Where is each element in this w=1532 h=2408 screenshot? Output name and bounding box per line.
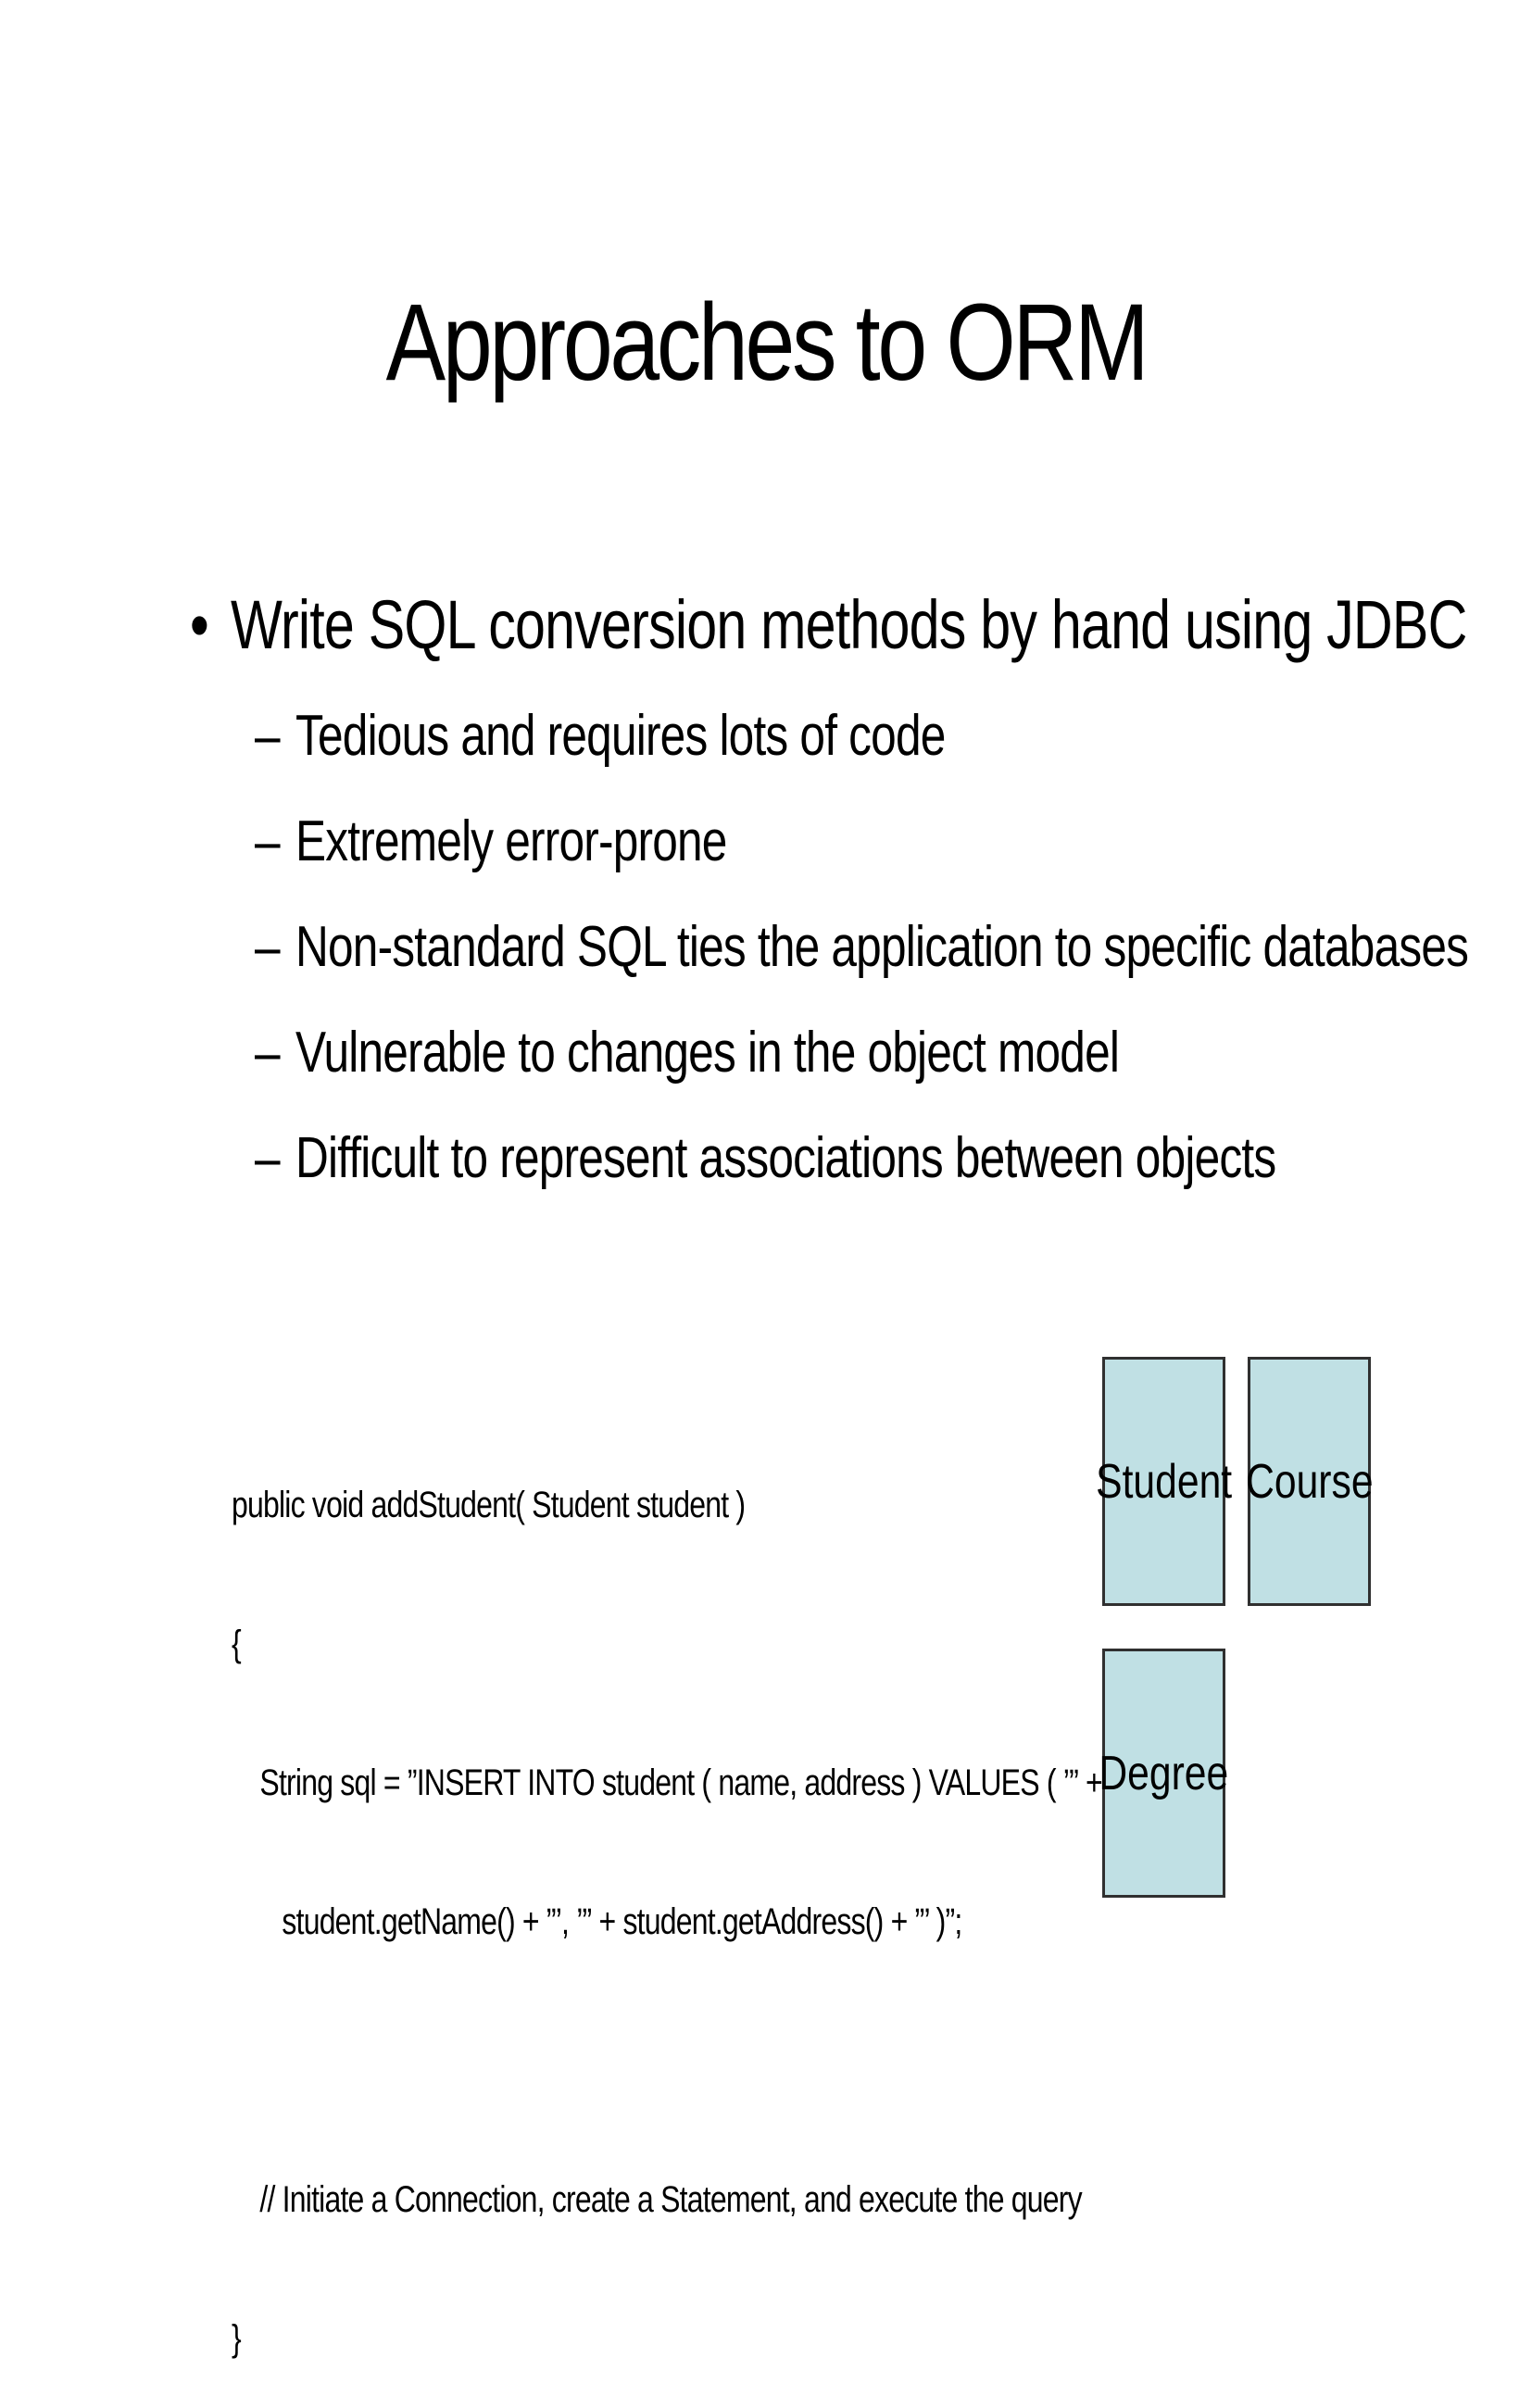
sub-bullet-item: [255, 805, 1468, 910]
code-line-blank: [232, 2038, 1102, 2084]
sub-bullet-item: [255, 910, 1468, 1016]
dash-marker: –: [255, 704, 280, 768]
sub-bullet-item: [255, 699, 1468, 805]
sub-bullet-item: [255, 1122, 1468, 1227]
code-line: {: [232, 1624, 241, 1664]
dash-marker: –: [255, 809, 280, 873]
code-comment-line: // Initiate a Connection, create a Statement, and execute the query: [259, 2179, 1082, 2220]
dash-marker: –: [255, 1021, 280, 1085]
sub-bullet-text: Vulnerable to changes in the object model: [295, 1021, 1120, 1085]
sub-bullet-text: Non-standard SQL ties the application to specific databases: [295, 915, 1469, 979]
sub-bullet-list: [255, 699, 1532, 1227]
entity-box-student: [1096, 1357, 1233, 1606]
sub-bullet-text: Tedious and requires lots of code: [295, 704, 946, 768]
entity-box-degree: [1099, 1649, 1229, 1898]
slide-title: Approaches to ORM: [385, 282, 1147, 404]
sub-bullet-item: [255, 1016, 1468, 1122]
main-bullet-text: Write SQL conversion methods by hand using JDBC: [231, 586, 1467, 663]
code-line: public void addStudent( Student student ): [232, 1485, 746, 1525]
sub-bullet-text: Extremely error-prone: [295, 809, 727, 873]
main-bullet: [190, 583, 1467, 667]
code-line: }: [232, 2318, 241, 2359]
code-snippet: [232, 1389, 1102, 2408]
dash-marker: –: [255, 915, 280, 979]
bullet-marker: •: [190, 586, 208, 663]
dash-marker: –: [255, 1126, 280, 1190]
entity-box-course: [1245, 1357, 1374, 1606]
code-line: String sql = ”INSERT INTO student ( name, address ) VALUES ( ’” +: [259, 1762, 1102, 1803]
entity-label-course: Course: [1245, 1454, 1374, 1509]
code-line: student.getName() + ”’, ’” + student.getAddress() + ”’ )”;: [282, 1901, 962, 1942]
entity-label-student: Student: [1096, 1454, 1233, 1509]
entity-label-degree: Degree: [1099, 1746, 1229, 1800]
sub-bullet-text: Difficult to represent associations between objects: [295, 1126, 1276, 1190]
